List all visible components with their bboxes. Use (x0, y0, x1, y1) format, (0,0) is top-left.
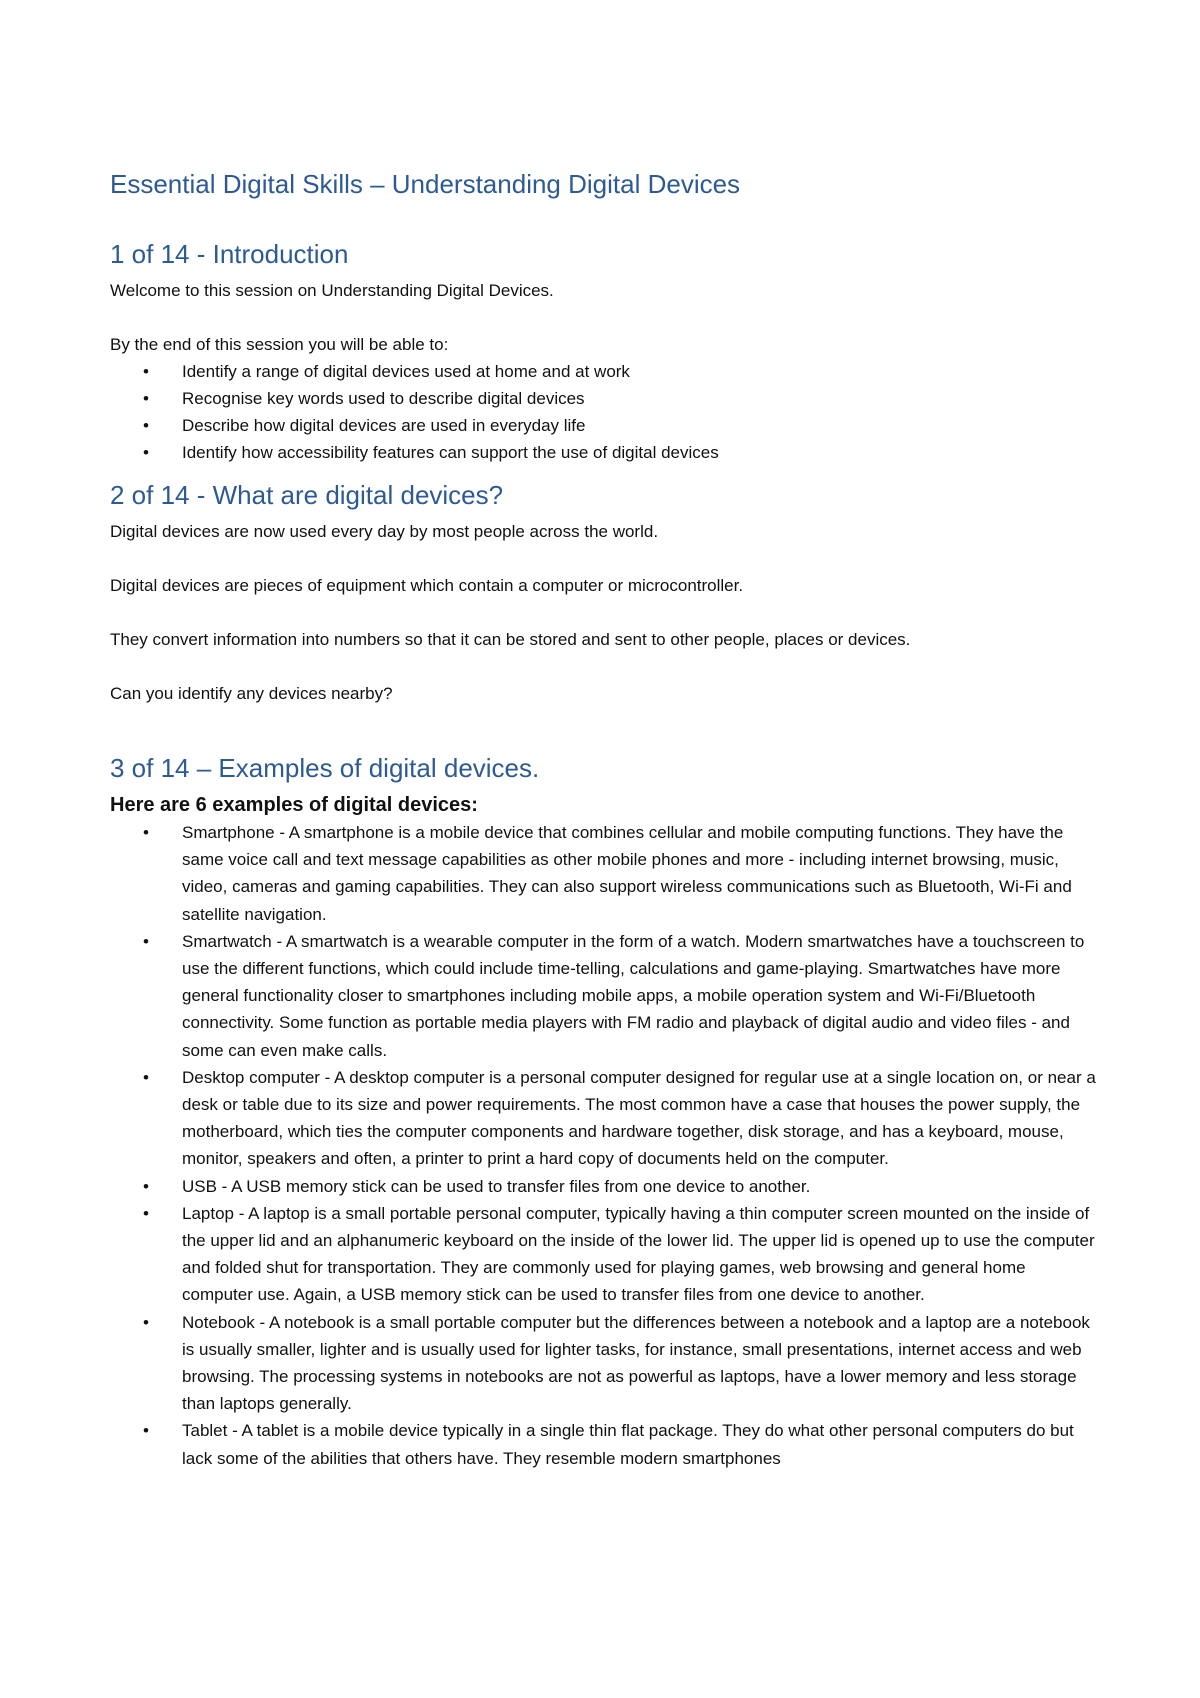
section2-paragraph: Digital devices are now used every day by most people across the world. (110, 522, 659, 541)
document-title: Essential Digital Skills – Understanding Digital Devices (110, 169, 741, 199)
list-item-text: Desktop computer - A desktop computer is a personal computer designed for regular use at a single location on, or near a desk or table due to its size and power requirements. The most common have a case that houses the power supply, the motherboard, which ties the computer components and hardware together, disk storage, and has a keyboard, mouse, monitor, speakers and often, a printer to print a hard copy of documents held on the computer. (182, 1067, 1096, 1169)
list-item (143, 1064, 1100, 1173)
spacer (110, 545, 1100, 572)
list-item (143, 1173, 1100, 1200)
section-heading-introduction: 1 of 14 - Introduction (110, 239, 349, 269)
examples-subheading: Here are 6 examples of digital devices: (110, 794, 478, 816)
intro-outcomes-lead: By the end of this session you will be able to: (110, 335, 449, 354)
section2-paragraph: Digital devices are pieces of equipment which contain a computer or microcontroller. (110, 576, 744, 595)
list-item-text: Recognise key words used to describe digital devices (182, 389, 585, 408)
list-item (143, 1200, 1100, 1309)
intro-welcome-text: Welcome to this session on Understanding Digital Devices. (110, 281, 554, 300)
list-item (143, 439, 1100, 466)
bullet-icon: • (143, 443, 149, 462)
device-examples-list (110, 819, 1100, 1472)
section-heading-what-are-digital-devices: 2 of 14 - What are digital devices? (110, 480, 504, 510)
list-item (143, 412, 1100, 439)
bullet-icon: • (143, 823, 149, 842)
list-item (143, 358, 1100, 385)
section-heading-examples: 3 of 14 – Examples of digital devices. (110, 753, 540, 783)
bullet-icon: • (143, 1067, 149, 1087)
bullet-icon: • (143, 1176, 149, 1196)
bullet-icon: • (143, 416, 149, 435)
bullet-icon: • (143, 1421, 149, 1441)
list-item-text: USB - A USB memory stick can be used to transfer files from one device to another. (182, 1176, 811, 1196)
section2-paragraph: They convert information into numbers so that it can be stored and sent to other people, places or devices. (110, 630, 911, 649)
list-item (143, 1417, 1100, 1471)
list-item-text: Tablet - A tablet is a mobile device typically in a single thin flat package. They do what other personal computers do but lack some of the abilities that others have. They resemble modern smartphones (182, 1421, 1074, 1468)
bullet-icon: • (143, 931, 149, 951)
list-item-text: Identify how accessibility features can support the use of digital devices (182, 443, 719, 462)
bullet-icon: • (143, 1312, 149, 1332)
learning-outcomes-list (110, 358, 1100, 466)
spacer (110, 707, 1100, 751)
list-item (143, 385, 1100, 412)
list-item-text: Notebook - A notebook is a small portable computer but the differences between a notebook and a laptop are a notebook is usually smaller, lighter and is usually used for lighter tasks, for instance, small presentations, internet access and web browsing. The processing systems in notebooks are not as powerful as laptops, have a lower memory and less storage than laptops generally. (182, 1312, 1090, 1414)
spacer (110, 599, 1100, 626)
list-item-text: Describe how digital devices are used in everyday life (182, 416, 586, 435)
list-item (143, 1309, 1100, 1418)
section2-paragraph: Can you identify any devices nearby? (110, 684, 393, 703)
bullet-icon: • (143, 362, 149, 381)
spacer (110, 304, 1100, 331)
spacer (110, 466, 1100, 478)
bullet-icon: • (143, 1203, 149, 1223)
bullet-icon: • (143, 389, 149, 408)
list-item-text: Smartwatch - A smartwatch is a wearable computer in the form of a watch. Modern smartwatches have a touchscreen to use the different functions, which could include time-telling, calculations and game-playing. Smartwatches have more general functionality closer to smartphones including mobile apps, a mobile operation system and Wi-Fi/Bluetooth connectivity. Some function as portable media players with FM radio and playback of digital audio and video files - and some can even make calls. (182, 931, 1085, 1060)
list-item-text: Laptop - A laptop is a small portable personal computer, typically having a thin computer screen mounted on the inside of the upper lid and an alphanumeric keyboard on the inside of the lower lid. The upper lid is opened up to use the computer and folded shut for transportation. They are commonly used for playing games, web browsing and general home computer use. Again, a USB memory stick can be used to transfer files from one device to another. (182, 1203, 1095, 1305)
list-item-text: Smartphone - A smartphone is a mobile device that combines cellular and mobile computing functions. They have the same voice call and text message capabilities as other mobile phones and more - including internet browsing, music, video, cameras and gaming capabilities. They can also support wireless communications such as Bluetooth, Wi-Fi and satellite navigation. (182, 823, 1072, 924)
list-item-text: Identify a range of digital devices used at home and at work (182, 362, 630, 381)
list-item (143, 928, 1100, 1064)
spacer (110, 653, 1100, 680)
list-item (143, 819, 1100, 928)
